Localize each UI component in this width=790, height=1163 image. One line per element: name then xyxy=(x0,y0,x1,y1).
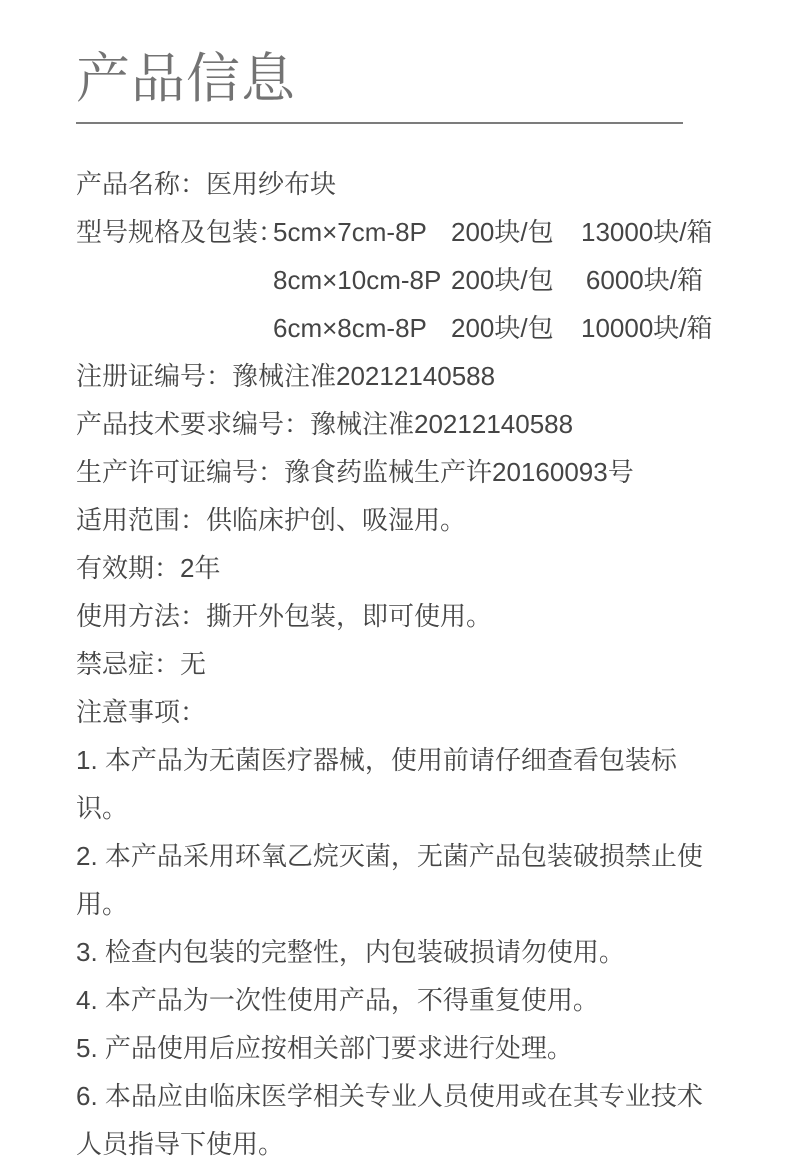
spec-per-pack: 200块/包 xyxy=(451,265,554,295)
spec-table-label: 型号规格及包装： xyxy=(76,217,285,247)
field-technical-requirement-number xyxy=(76,400,716,448)
spec-size: 5cm×7cm-8P xyxy=(273,217,427,247)
field-label: 注册证编号： xyxy=(76,361,233,391)
field-label: 产品名称： xyxy=(76,169,207,199)
field-value: 豫械注准20212140588 xyxy=(232,361,496,391)
note-item-3: 3. 检查内包装的完整性，内包装破损请勿使用。 xyxy=(76,937,625,967)
field-label: 适用范围： xyxy=(76,505,207,535)
spec-label-spacer xyxy=(76,256,273,304)
field-value: 豫食药监械生产许20160093号 xyxy=(284,457,634,487)
note-item-1: 1. 本产品为无菌医疗器械，使用前请仔细查看包装标识。 xyxy=(76,745,677,823)
spec-size: 6cm×8cm-8P xyxy=(273,313,427,343)
field-scope-of-application xyxy=(76,496,716,544)
field-value: 医用纱布块 xyxy=(206,169,337,199)
note-item-6: 6. 本品应由临床医学相关专业人员使用或在其专业技术人员指导下使用。 xyxy=(76,1081,703,1159)
spec-per-box: 13000块/箱 xyxy=(581,217,713,247)
spec-per-box: 6000块/箱 xyxy=(585,265,703,295)
notes-heading: 注意事项： xyxy=(76,697,207,727)
field-value: 供临床护创、吸湿用。 xyxy=(206,505,467,535)
spec-size: 8cm×10cm-8P xyxy=(273,265,442,295)
field-value: 豫械注准20212140588 xyxy=(310,409,574,439)
page-title: 产品信息 xyxy=(76,49,296,109)
field-label: 使用方法： xyxy=(76,601,207,631)
field-contraindications xyxy=(76,640,716,688)
note-item-5: 5. 产品使用后应按相关部门要求进行处理。 xyxy=(76,1033,573,1063)
spec-row xyxy=(76,256,703,304)
field-usage-method xyxy=(76,592,716,640)
field-label: 有效期： xyxy=(76,553,181,583)
note-item-4: 4. 本产品为一次性使用产品，不得重复使用。 xyxy=(76,985,599,1015)
spec-row xyxy=(76,208,713,256)
field-value: 2年 xyxy=(180,553,221,583)
note-item-2: 2. 本产品采用环氧乙烷灭菌，无菌产品包装破损禁止使用。 xyxy=(76,841,703,919)
spec-per-pack: 200块/包 xyxy=(451,217,554,247)
product-details xyxy=(76,160,716,1163)
field-value: 撕开外包装，即可使用。 xyxy=(206,601,493,631)
field-registration-number xyxy=(76,352,716,400)
field-label: 禁忌症： xyxy=(76,649,181,679)
field-shelf-life xyxy=(76,544,716,592)
field-value: 无 xyxy=(180,649,207,679)
title-divider xyxy=(76,122,683,124)
spec-per-pack: 200块/包 xyxy=(451,313,554,343)
field-production-license-number xyxy=(76,448,716,496)
field-product-name xyxy=(76,160,716,208)
spec-label-spacer xyxy=(76,304,273,352)
spec-per-box: 10000块/箱 xyxy=(581,313,713,343)
spec-row xyxy=(76,304,713,352)
field-label: 生产许可证编号： xyxy=(76,457,285,487)
field-label: 产品技术要求编号： xyxy=(76,409,311,439)
